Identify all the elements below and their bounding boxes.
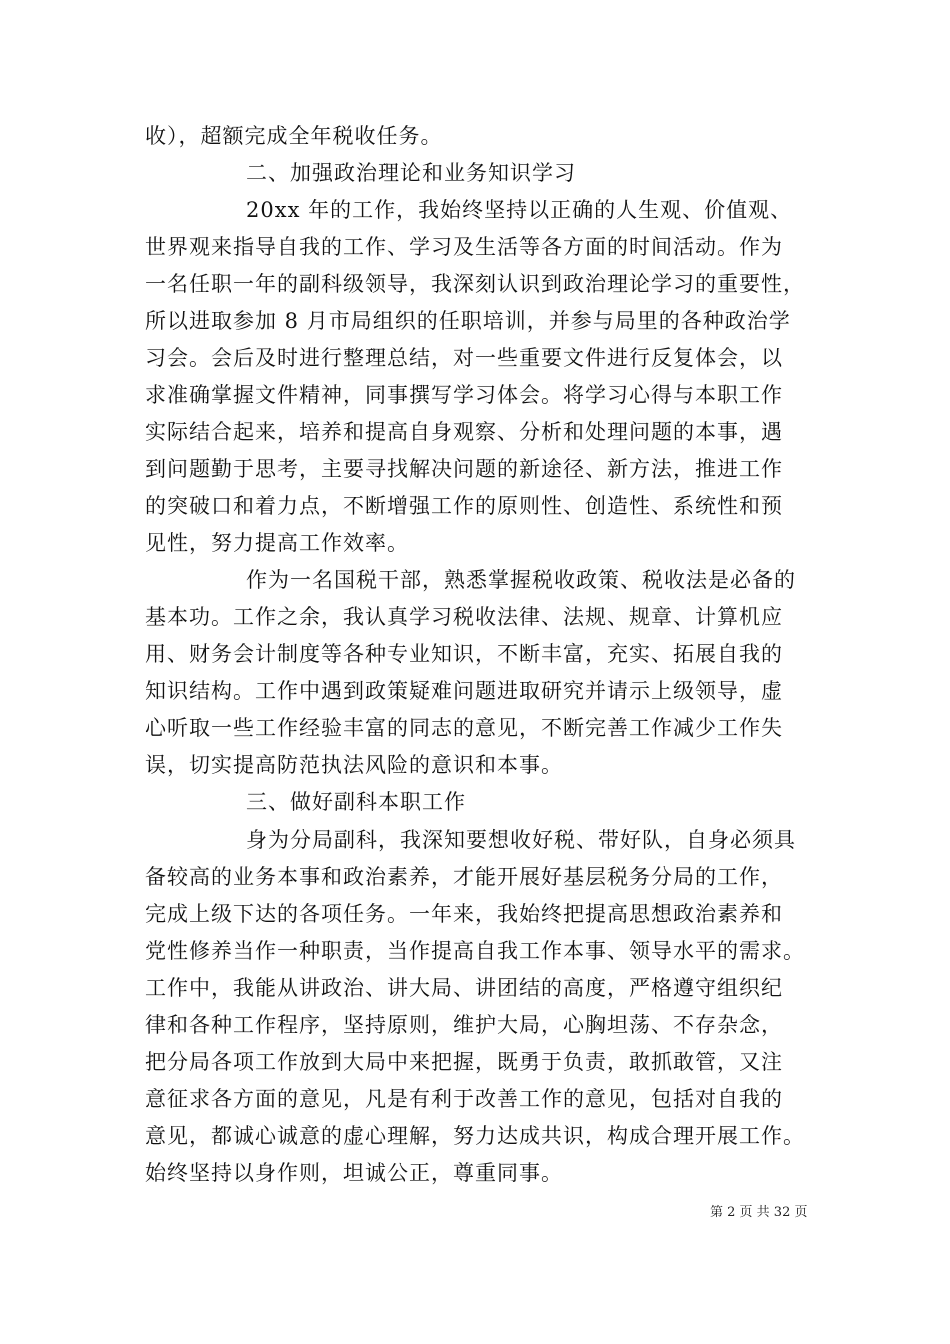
- section-heading: 三、做好副科本职工作: [246, 790, 466, 814]
- body-text-line: 完成上级下达的各项任务。一年来，我始终把提高思想政治素养和: [145, 902, 783, 926]
- body-text-line: 党性修养当作一种职责，当作提高自我工作本事、领导水平的需求。: [145, 939, 805, 963]
- body-text-line: 用、财务会计制度等各种专业知识，不断丰富，充实、拓展自我的: [145, 642, 783, 666]
- body-text-line: 求准确掌握文件精神，同事撰写学习体会。将学习心得与本职工作: [145, 383, 783, 407]
- body-text-line: 20xx 年的工作，我始终坚持以正确的人生观、价值观、: [246, 198, 793, 222]
- page-number-footer: 第 2 页 共 32 页: [710, 1205, 808, 1220]
- body-text-line: 心听取一些工作经验丰富的同志的意见，不断完善工作减少工作失: [145, 716, 783, 740]
- body-text-line: 把分局各项工作放到大局中来把握，既勇于负责，敢抓敢管，又注: [145, 1050, 783, 1074]
- body-text-line: 工作中，我能从讲政治、讲大局、讲团结的高度，严格遵守组织纪: [145, 976, 783, 1000]
- body-text-line: 世界观来指导自我的工作、学习及生活等各方面的时间活动。作为: [145, 235, 783, 259]
- section-heading: 二、加强政治理论和业务知识学习: [246, 161, 576, 185]
- body-text-line: 一名任职一年的副科级领导，我深刻认识到政治理论学习的重要性，: [145, 272, 805, 296]
- body-text-line: 所以进取参加 8 月市局组织的任职培训，并参与局里的各种政治学: [145, 309, 791, 333]
- body-text-line: 律和各种工作程序，坚持原则，维护大局，心胸坦荡、不存杂念，: [145, 1013, 783, 1037]
- body-text-line: 备较高的业务本事和政治素养，才能开展好基层税务分局的工作，: [145, 865, 783, 889]
- body-text-line: 基本功。工作之余，我认真学习税收法律、法规、规章、计算机应: [145, 605, 783, 629]
- body-text-line: 见性，努力提高工作效率。: [145, 531, 409, 555]
- body-text-line: 习会。会后及时进行整理总结，对一些重要文件进行反复体会，以: [145, 346, 783, 370]
- body-text-line: 意征求各方面的意见，凡是有利于改善工作的意见，包括对自我的: [145, 1087, 783, 1111]
- body-text-line: 误，切实提高防范执法风险的意识和本事。: [145, 753, 563, 777]
- body-text-line: 始终坚持以身作则，坦诚公正，尊重同事。: [145, 1161, 563, 1185]
- body-text-line: 实际结合起来，培养和提高自身观察、分析和处理问题的本事，遇: [145, 420, 783, 444]
- body-text-line: 收），超额完成全年税收任务。: [145, 124, 443, 148]
- body-text-line: 到问题勤于思考，主要寻找解决问题的新途径、新方法，推进工作: [145, 457, 783, 481]
- body-text-line: 意见，都诚心诚意的虚心理解，努力达成共识，构成合理开展工作。: [145, 1124, 805, 1148]
- body-text-line: 作为一名国税干部，熟悉掌握税收政策、税收法是必备的: [246, 568, 796, 592]
- body-text-line: 的突破口和着力点，不断增强工作的原则性、创造性、系统性和预: [145, 494, 783, 518]
- body-text-line: 身为分局副科，我深知要想收好税、带好队，自身必须具: [246, 828, 796, 852]
- body-text-line: 知识结构。工作中遇到政策疑难问题进取研究并请示上级领导，虚: [145, 679, 783, 703]
